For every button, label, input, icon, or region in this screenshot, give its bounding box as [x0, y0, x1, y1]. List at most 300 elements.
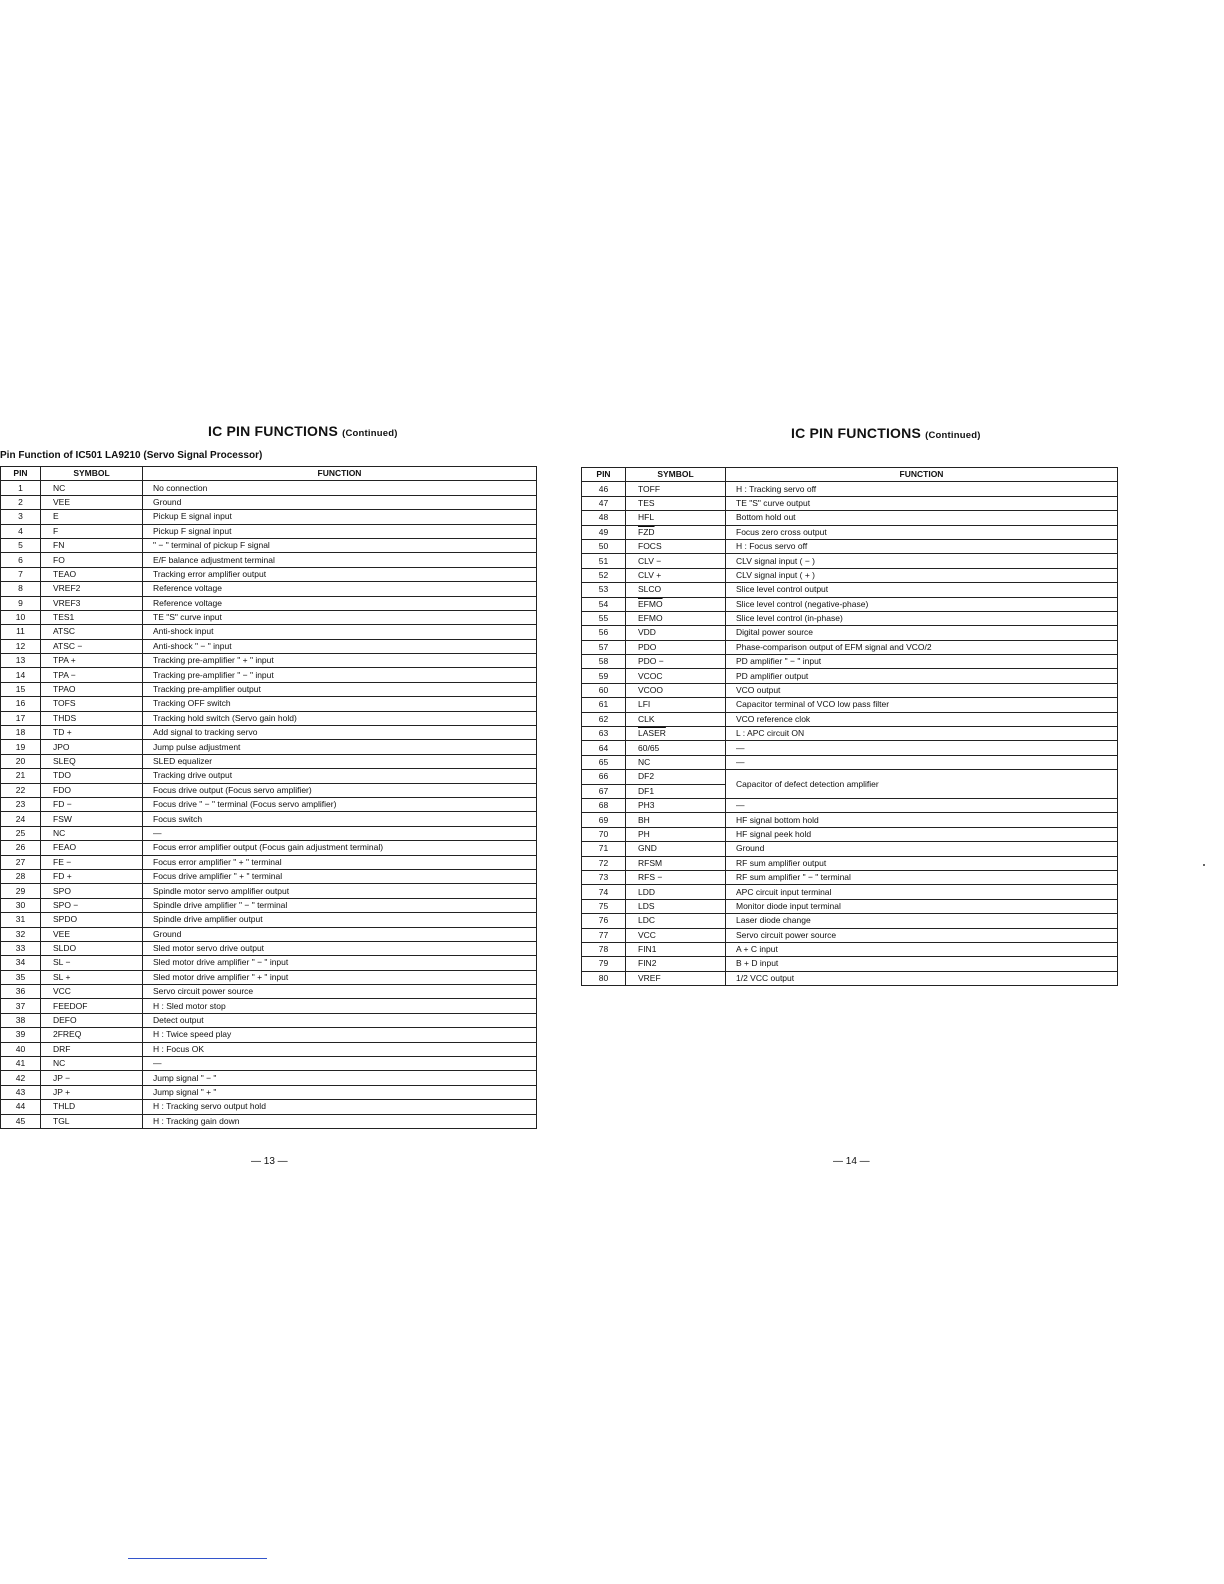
pin-function: PD amplifier output	[726, 669, 1118, 683]
pin-number: 41	[1, 1057, 41, 1071]
pin-symbol: SPO	[41, 884, 143, 898]
pin-number: 67	[582, 784, 626, 798]
pin-function: —	[726, 798, 1118, 812]
pin-number: 62	[582, 712, 626, 726]
pin-number: 11	[1, 625, 41, 639]
pin-function: 1/2 VCC output	[726, 971, 1118, 985]
pin-number: 73	[582, 870, 626, 884]
pin-number: 47	[582, 496, 626, 510]
pin-function: Servo circuit power source	[143, 985, 537, 999]
table-row	[1, 797, 537, 811]
table-row	[582, 626, 1118, 640]
pin-symbol: NC	[41, 481, 143, 495]
pin-function: Bottom hold out	[726, 511, 1118, 525]
pin-symbol: TPAO	[41, 682, 143, 696]
pin-number: 3	[1, 510, 41, 524]
pin-function: RF sum amplifier output	[726, 856, 1118, 870]
table-row	[582, 827, 1118, 841]
pin-symbol: TOFF	[626, 482, 726, 496]
pin-number: 66	[582, 770, 626, 784]
pin-symbol: SL −	[41, 956, 143, 970]
pin-number: 23	[1, 797, 41, 811]
pin-symbol: PDO −	[626, 655, 726, 669]
table-row	[582, 669, 1118, 683]
pin-function: Focus drive " − " terminal (Focus servo amplifier)	[143, 797, 537, 811]
table-row	[582, 568, 1118, 582]
pin-function: Ground	[143, 927, 537, 941]
pin-function: Spindle motor servo amplifier output	[143, 884, 537, 898]
pin-number: 26	[1, 841, 41, 855]
table-row	[582, 813, 1118, 827]
pin-function: SLED equalizer	[143, 754, 537, 768]
pin-function: Tracking pre-amplifier " + " input	[143, 654, 537, 668]
table-row	[1, 711, 537, 725]
pin-symbol: EFMO	[626, 597, 726, 611]
table-row	[1, 610, 537, 624]
pin-function: B + D input	[726, 957, 1118, 971]
pin-function: H : Twice speed play	[143, 1028, 537, 1042]
right-page-title	[791, 425, 981, 441]
pin-function: Digital power source	[726, 626, 1118, 640]
pin-number: 24	[1, 812, 41, 826]
right-table-body	[582, 482, 1118, 986]
table-row	[1, 639, 537, 653]
table-row	[1, 740, 537, 754]
table-row	[1, 1042, 537, 1056]
table-row	[1, 970, 537, 984]
table-row	[582, 798, 1118, 812]
pin-symbol: 60/65	[626, 741, 726, 755]
pin-number: 5	[1, 538, 41, 552]
table-row	[582, 482, 1118, 496]
pin-symbol: $\overline{FZD}$	[626, 525, 726, 539]
pin-number: 28	[1, 869, 41, 883]
pin-function: HF signal bottom hold	[726, 813, 1118, 827]
pin-number: 53	[582, 583, 626, 597]
pin-function: VCO output	[726, 683, 1118, 697]
pin-function: Pickup E signal input	[143, 510, 537, 524]
pin-function: HF signal peek hold	[726, 827, 1118, 841]
pin-function: Tracking hold switch (Servo gain hold)	[143, 711, 537, 725]
table-row	[1, 1100, 537, 1114]
function-header: FUNCTION	[726, 468, 1118, 482]
pin-function: H : Tracking gain down	[143, 1114, 537, 1128]
table-row	[582, 770, 1118, 784]
pin-symbol: CLK	[626, 712, 726, 726]
pin-number: 42	[1, 1071, 41, 1085]
pin-symbol: GND	[626, 842, 726, 856]
pin-function: Focus switch	[143, 812, 537, 826]
table-row	[1, 668, 537, 682]
left-table-body	[1, 481, 537, 1129]
pin-function: Detect output	[143, 1013, 537, 1027]
pin-symbol: TES1	[41, 610, 143, 624]
pin-symbol: SLEQ	[41, 754, 143, 768]
pin-function: Tracking drive output	[143, 769, 537, 783]
table-row	[1, 1085, 537, 1099]
pin-function: H : Tracking servo off	[726, 482, 1118, 496]
pin-symbol: TGL	[41, 1114, 143, 1128]
pin-number: 59	[582, 669, 626, 683]
pin-symbol: SPDO	[41, 913, 143, 927]
pin-symbol: LDC	[626, 914, 726, 928]
pin-symbol: F	[41, 524, 143, 538]
pin-number: 74	[582, 885, 626, 899]
pin-number: 76	[582, 914, 626, 928]
pin-number: 61	[582, 698, 626, 712]
pin-number: 43	[1, 1085, 41, 1099]
table-row	[582, 597, 1118, 611]
pin-function: Capacitor of defect detection amplifier	[726, 770, 1118, 799]
pin-function: —	[726, 741, 1118, 755]
pin-number: 21	[1, 769, 41, 783]
pin-number: 50	[582, 539, 626, 553]
table-row	[582, 885, 1118, 899]
pin-symbol: SPO −	[41, 898, 143, 912]
table-row	[1, 582, 537, 596]
pin-number: 79	[582, 957, 626, 971]
table-row	[582, 655, 1118, 669]
pin-number: 9	[1, 596, 41, 610]
pin-symbol: CLV +	[626, 568, 726, 582]
pin-symbol: VREF3	[41, 596, 143, 610]
right-title-text: IC PIN FUNCTIONS	[791, 425, 921, 441]
table-row	[1, 1057, 537, 1071]
table-row	[1, 769, 537, 783]
pin-symbol: FE −	[41, 855, 143, 869]
pin-symbol: TD +	[41, 726, 143, 740]
table-row	[582, 942, 1118, 956]
table-row	[582, 914, 1118, 928]
pin-function: Reference voltage	[143, 582, 537, 596]
pin-symbol: VEE	[41, 495, 143, 509]
table-row	[1, 826, 537, 840]
pin-function: Jump signal " + "	[143, 1085, 537, 1099]
pin-number: 22	[1, 783, 41, 797]
pin-symbol: TPA +	[41, 654, 143, 668]
table-row	[1, 495, 537, 509]
table-row	[1, 855, 537, 869]
pin-symbol: VEE	[41, 927, 143, 941]
left-title-text: IC PIN FUNCTIONS	[208, 423, 338, 439]
scan-artifact-line	[128, 1558, 267, 1559]
table-row	[582, 957, 1118, 971]
pin-number: 44	[1, 1100, 41, 1114]
table-row	[582, 928, 1118, 942]
pin-number: 33	[1, 941, 41, 955]
pin-number: 69	[582, 813, 626, 827]
pin-header: PIN	[1, 467, 41, 481]
pin-number: 55	[582, 611, 626, 625]
pin-symbol: VCOO	[626, 683, 726, 697]
pin-symbol: TEAO	[41, 567, 143, 581]
pin-function: APC circuit input terminal	[726, 885, 1118, 899]
pin-number: 29	[1, 884, 41, 898]
pin-number: 45	[1, 1114, 41, 1128]
pin-symbol: TOFS	[41, 697, 143, 711]
pin-symbol: LASER	[626, 727, 726, 741]
pin-number: 15	[1, 682, 41, 696]
pin-function: VCO reference clok	[726, 712, 1118, 726]
table-row	[582, 842, 1118, 856]
pin-number: 1	[1, 481, 41, 495]
pin-number: 36	[1, 985, 41, 999]
table-row	[1, 538, 537, 552]
pin-function: Spindle drive amplifier " − " terminal	[143, 898, 537, 912]
pin-function: RF sum amplifier " − " terminal	[726, 870, 1118, 884]
pin-number: 27	[1, 855, 41, 869]
pin-symbol: LFI	[626, 698, 726, 712]
table-row	[582, 755, 1118, 769]
pin-number: 56	[582, 626, 626, 640]
left-page-title	[208, 423, 398, 439]
table-row	[1, 913, 537, 927]
pin-symbol: RFSM	[626, 856, 726, 870]
table-row	[1, 956, 537, 970]
pin-function: Sled motor drive amplifier " + " input	[143, 970, 537, 984]
pin-symbol: VCC	[41, 985, 143, 999]
pin-number: 6	[1, 553, 41, 567]
table-row	[582, 511, 1118, 525]
pin-number: 68	[582, 798, 626, 812]
pin-symbol: FOCS	[626, 539, 726, 553]
pin-function: Ground	[726, 842, 1118, 856]
pin-symbol: DF2	[626, 770, 726, 784]
table-row	[1, 884, 537, 898]
pin-function: Ground	[143, 495, 537, 509]
pin-function: No connection	[143, 481, 537, 495]
pin-number: 48	[582, 511, 626, 525]
table-row	[1, 596, 537, 610]
pin-function: Tracking OFF switch	[143, 697, 537, 711]
right-pin-table	[581, 467, 1118, 986]
pin-symbol: 2FREQ	[41, 1028, 143, 1042]
pin-function: Focus error amplifier output (Focus gain adjustment terminal)	[143, 841, 537, 855]
pin-function: Phase-comparison output of EFM signal and VCO/2	[726, 640, 1118, 654]
table-row	[1, 682, 537, 696]
pin-symbol: VREF	[626, 971, 726, 985]
table-row	[1, 985, 537, 999]
pin-number: 13	[1, 654, 41, 668]
pin-number: 60	[582, 683, 626, 697]
pin-symbol: THDS	[41, 711, 143, 725]
pin-function: Slice level control (negative-phase)	[726, 597, 1118, 611]
pin-number: 31	[1, 913, 41, 927]
table-row	[582, 539, 1118, 553]
pin-number: 65	[582, 755, 626, 769]
pin-function: H : Sled motor stop	[143, 999, 537, 1013]
symbol-header: SYMBOL	[41, 467, 143, 481]
pin-number: 32	[1, 927, 41, 941]
table-row	[1, 783, 537, 797]
table-row	[582, 856, 1118, 870]
pin-function: A + C input	[726, 942, 1118, 956]
pin-function: Tracking pre-amplifier output	[143, 682, 537, 696]
table-row	[1, 481, 537, 495]
pin-function: Jump pulse adjustment	[143, 740, 537, 754]
pin-function: " − " terminal of pickup F signal	[143, 538, 537, 552]
pin-symbol: DEFO	[41, 1013, 143, 1027]
pin-function: Sled motor servo drive output	[143, 941, 537, 955]
pin-number: 7	[1, 567, 41, 581]
table-row	[1, 697, 537, 711]
scan-speck	[1203, 864, 1205, 866]
pin-symbol: E	[41, 510, 143, 524]
pin-function: TE "S" curve output	[726, 496, 1118, 510]
pin-symbol: TDO	[41, 769, 143, 783]
pin-function: —	[143, 1057, 537, 1071]
pin-number: 14	[1, 668, 41, 682]
pin-symbol: SL +	[41, 970, 143, 984]
pin-number: 19	[1, 740, 41, 754]
table-row	[1, 654, 537, 668]
table-row	[1, 524, 537, 538]
pin-symbol: EFMO	[626, 611, 726, 625]
pin-number: 64	[582, 741, 626, 755]
table-header-row	[1, 467, 537, 481]
pin-symbol: FDO	[41, 783, 143, 797]
pin-function: E/F balance adjustment terminal	[143, 553, 537, 567]
pin-number: 34	[1, 956, 41, 970]
table-row	[1, 1013, 537, 1027]
pin-symbol: LDS	[626, 899, 726, 913]
pin-function: Tracking pre-amplifier " − " input	[143, 668, 537, 682]
pin-function: Servo circuit power source	[726, 928, 1118, 942]
pin-number: 37	[1, 999, 41, 1013]
pin-number: 71	[582, 842, 626, 856]
table-row	[1, 754, 537, 768]
pin-symbol: FEEDOF	[41, 999, 143, 1013]
pin-number: 17	[1, 711, 41, 725]
pin-symbol: THLD	[41, 1100, 143, 1114]
pin-function: Focus drive output (Focus servo amplifier)	[143, 783, 537, 797]
pin-number: 63	[582, 727, 626, 741]
pin-function: Spindle drive amplifier output	[143, 913, 537, 927]
table-row	[1, 726, 537, 740]
pin-symbol: ATSC	[41, 625, 143, 639]
pin-symbol: LDD	[626, 885, 726, 899]
table-row	[582, 712, 1118, 726]
pin-function: Slice level control (in-phase)	[726, 611, 1118, 625]
table-row	[1, 567, 537, 581]
pin-symbol: PDO	[626, 640, 726, 654]
pin-symbol: FSW	[41, 812, 143, 826]
pin-number: 4	[1, 524, 41, 538]
pin-symbol: DRF	[41, 1042, 143, 1056]
table-row	[582, 583, 1118, 597]
pin-symbol: ATSC −	[41, 639, 143, 653]
pin-symbol: CLV −	[626, 554, 726, 568]
pin-function: Slice level control output	[726, 583, 1118, 597]
table-row	[582, 496, 1118, 510]
table-row	[582, 611, 1118, 625]
pin-symbol: VREF2	[41, 582, 143, 596]
pin-number: 10	[1, 610, 41, 624]
table-row	[582, 698, 1118, 712]
pin-symbol: TES	[626, 496, 726, 510]
pin-function: Tracking error amplifier output	[143, 567, 537, 581]
pin-number: 77	[582, 928, 626, 942]
pin-number: 49	[582, 525, 626, 539]
pin-symbol: JP −	[41, 1071, 143, 1085]
pin-function: Focus drive amplifier " + " terminal	[143, 869, 537, 883]
pin-symbol: HFL	[626, 511, 726, 525]
table-row	[1, 1071, 537, 1085]
pin-number: 20	[1, 754, 41, 768]
page-number-left: — 13 —	[251, 1156, 288, 1167]
pin-function: Sled motor drive amplifier " − " input	[143, 956, 537, 970]
table-row	[1, 841, 537, 855]
table-header-row	[582, 468, 1118, 482]
pin-function: Jump signal " − "	[143, 1071, 537, 1085]
pin-symbol: FIN2	[626, 957, 726, 971]
pin-number: 18	[1, 726, 41, 740]
pin-symbol: VCOC	[626, 669, 726, 683]
pin-function: Anti-shock input	[143, 625, 537, 639]
table-row	[1, 553, 537, 567]
table-row	[1, 869, 537, 883]
pin-number: 35	[1, 970, 41, 984]
pin-symbol: TPA −	[41, 668, 143, 682]
pin-function: H : Focus servo off	[726, 539, 1118, 553]
pin-symbol: FEAO	[41, 841, 143, 855]
pin-symbol: FN	[41, 538, 143, 552]
pin-symbol: PH3	[626, 798, 726, 812]
pin-symbol: FO	[41, 553, 143, 567]
symbol-header: SYMBOL	[626, 468, 726, 482]
pin-number: 52	[582, 568, 626, 582]
pin-function: —	[143, 826, 537, 840]
table-row	[1, 999, 537, 1013]
pin-header: PIN	[582, 468, 626, 482]
pin-function: Pickup F signal input	[143, 524, 537, 538]
pin-number: 12	[1, 639, 41, 653]
function-header: FUNCTION	[143, 467, 537, 481]
pin-function: TE "S" curve input	[143, 610, 537, 624]
pin-symbol: NC	[626, 755, 726, 769]
pin-symbol: BH	[626, 813, 726, 827]
table-row	[1, 927, 537, 941]
pin-function: Focus error amplifier " + " terminal	[143, 855, 537, 869]
pin-symbol: FD +	[41, 869, 143, 883]
pin-symbol: FIN1	[626, 942, 726, 956]
table-row	[582, 971, 1118, 985]
pin-number: 39	[1, 1028, 41, 1042]
pin-symbol: DF1	[626, 784, 726, 798]
table-row	[1, 941, 537, 955]
pin-number: 58	[582, 655, 626, 669]
pin-number: 8	[1, 582, 41, 596]
pin-function: Monitor diode input terminal	[726, 899, 1118, 913]
page-number-right: — 14 —	[833, 1156, 870, 1167]
table-row	[1, 898, 537, 912]
pin-number: 40	[1, 1042, 41, 1056]
table-row	[582, 554, 1118, 568]
table-row	[582, 683, 1118, 697]
pin-function: —	[726, 755, 1118, 769]
pin-number: 70	[582, 827, 626, 841]
table-row	[1, 510, 537, 524]
pin-function: Anti-shock " − " input	[143, 639, 537, 653]
table-row	[582, 741, 1118, 755]
table-row	[582, 525, 1118, 539]
pin-number: 72	[582, 856, 626, 870]
pin-symbol: VDD	[626, 626, 726, 640]
pin-function: CLV signal input ( − )	[726, 554, 1118, 568]
pin-function: Reference voltage	[143, 596, 537, 610]
table-row	[582, 870, 1118, 884]
pin-number: 78	[582, 942, 626, 956]
